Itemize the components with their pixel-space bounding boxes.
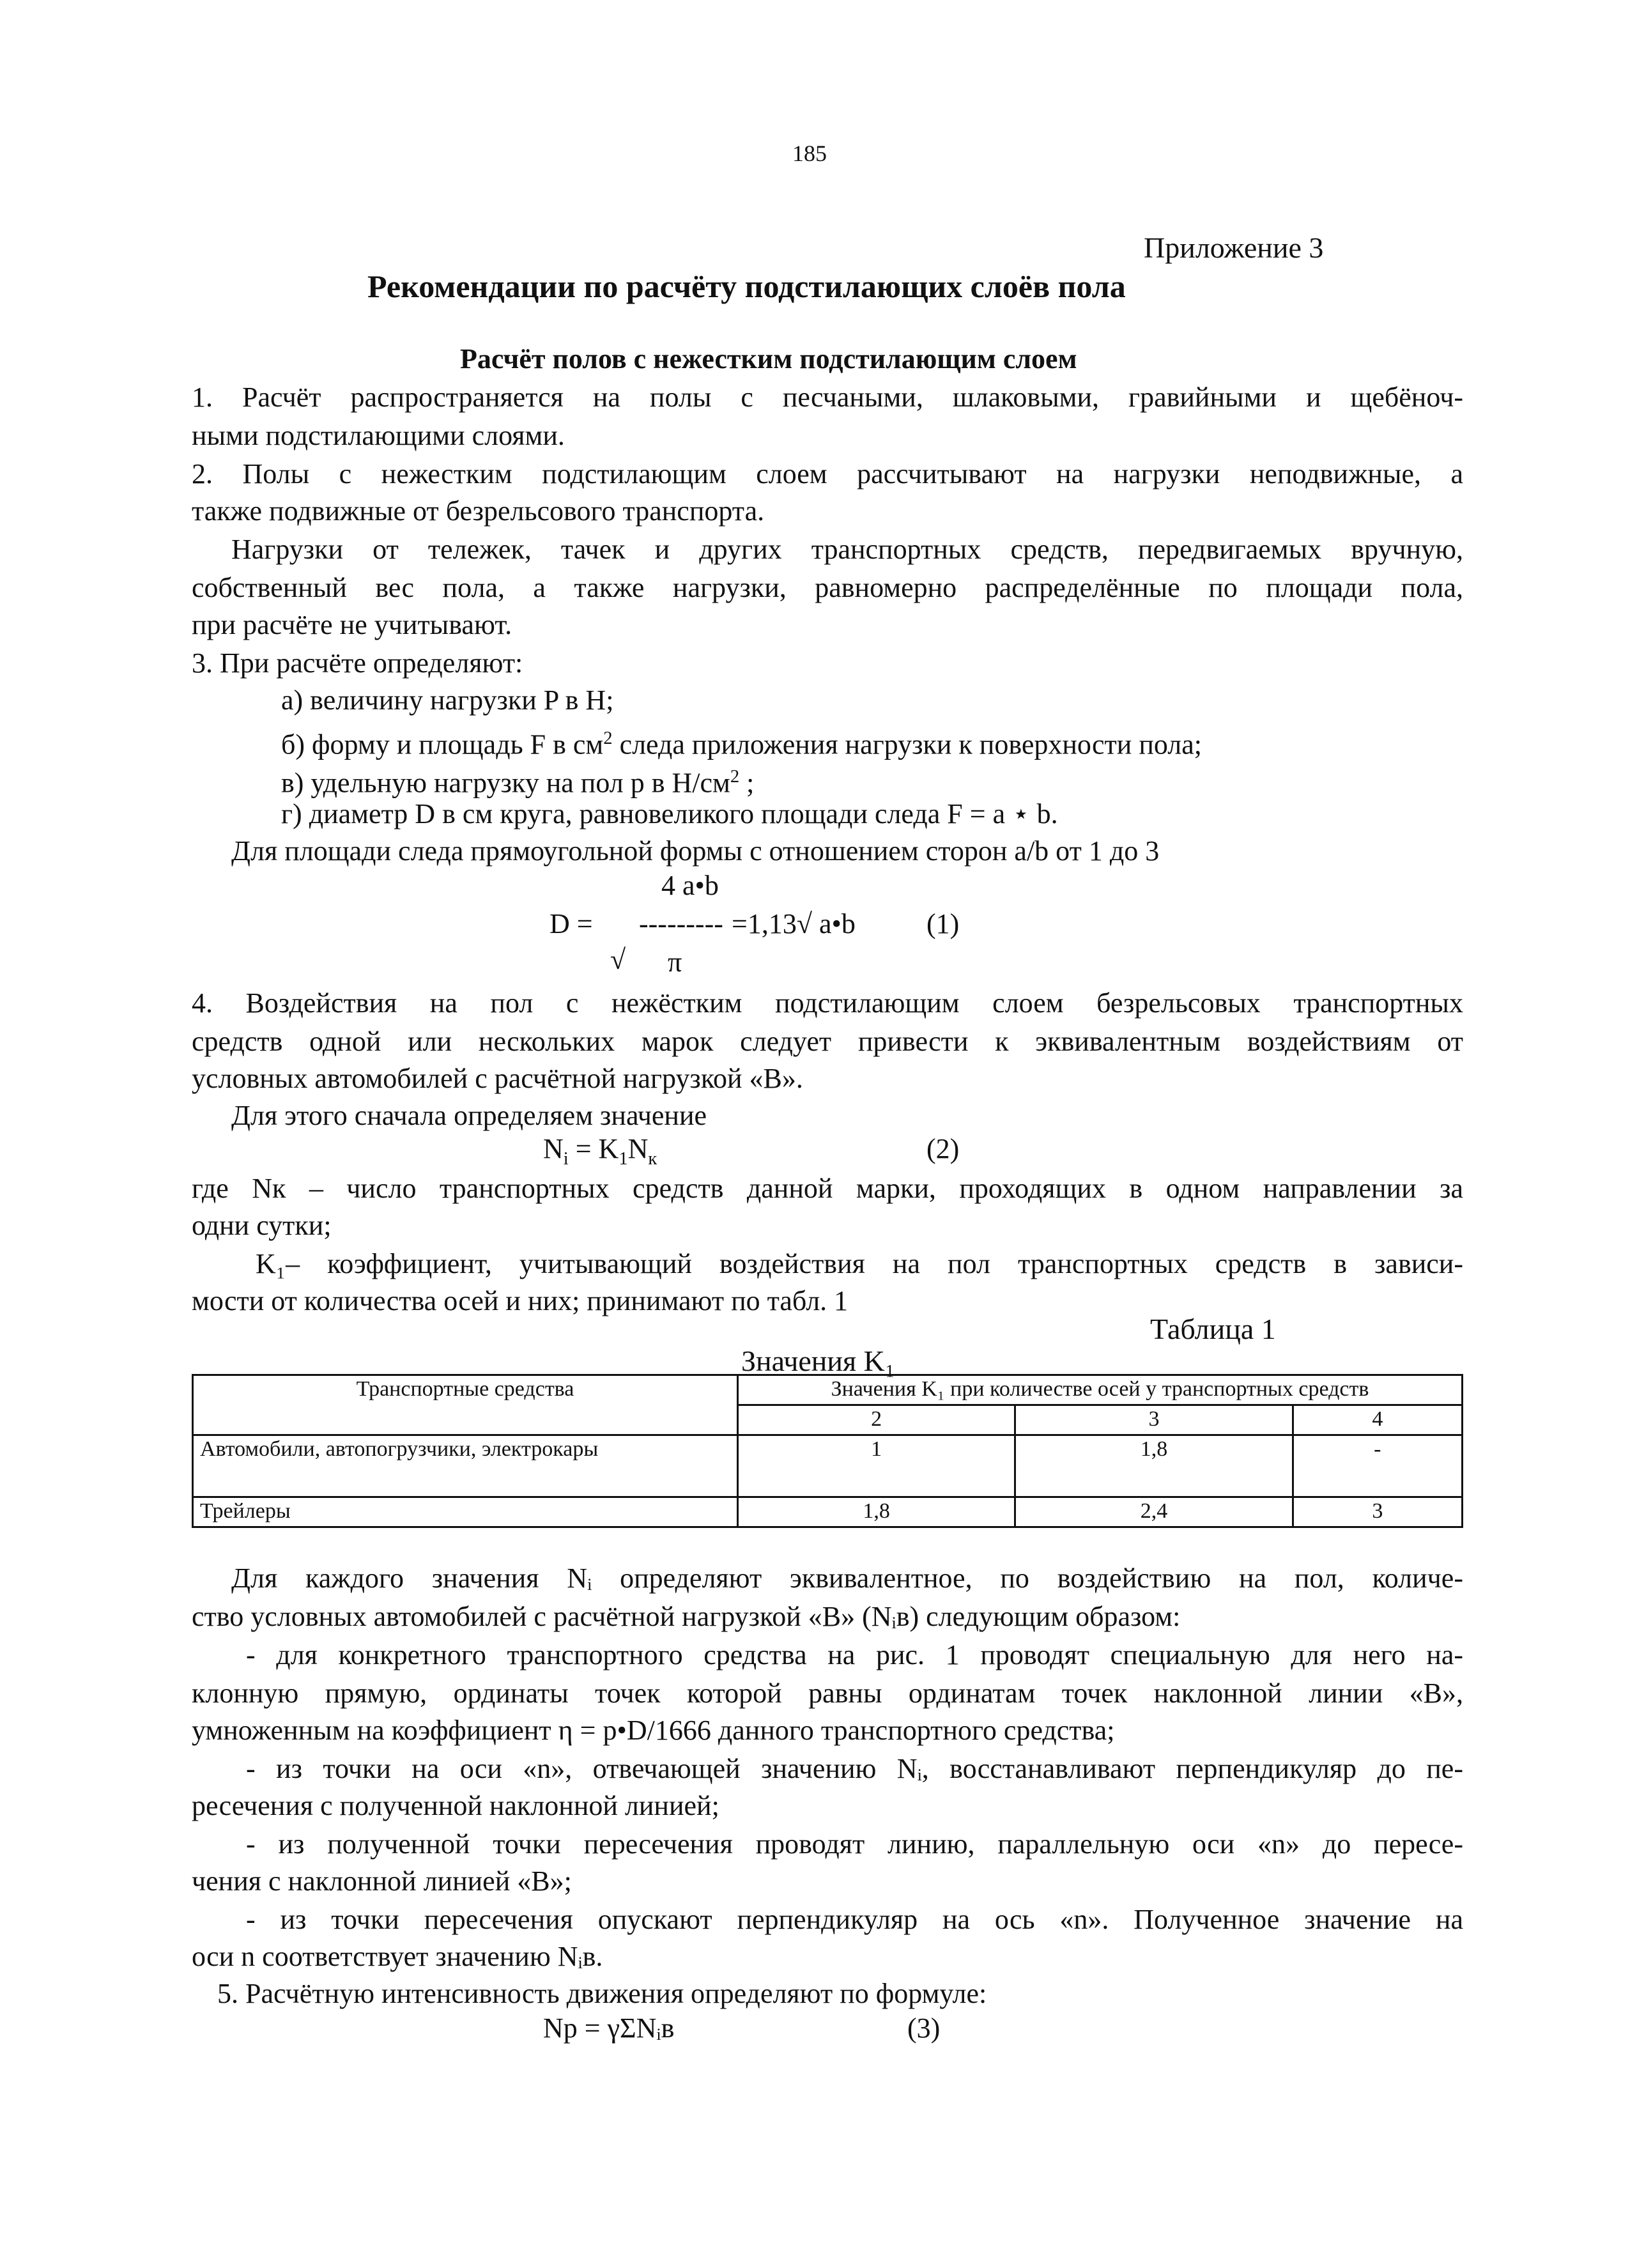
paragraph-4-line-3: условных автомобилей с расчётной нагрузкой «B».: [192, 1063, 803, 1094]
page-number: 185: [792, 141, 827, 166]
table-header-axles-4: 4: [1293, 1405, 1462, 1435]
rect-note: Для площади следа прямоугольной формы с отношением сторон a/b от 1 до 3: [231, 835, 1160, 867]
formula-3: Nр = γΣNᵢв: [543, 2012, 675, 2044]
list-item-c: в) удельную нагрузку на пол p в $Н/см^2$ ;: [281, 767, 755, 799]
table-cell-value: 1,8: [1015, 1435, 1293, 1497]
paragraph-4-line-4: Для этого сначала определяем значение: [231, 1100, 707, 1131]
formula-2: $N_i = K_1N_к$: [543, 1133, 657, 1169]
formula-1-pi: π: [668, 946, 682, 978]
paragraph-4-line-1: 4. Воздействия на пол с нежёстким подстилающим слоем безрельсовых транспортных: [192, 987, 1463, 1019]
table-cell-value: -: [1293, 1435, 1462, 1497]
table-cell-value: 1,8: [738, 1497, 1015, 1527]
paragraph-3-line-1: Нагрузки от тележек, тачек и других транспортных средств, передвигаемых вручную,: [231, 534, 1463, 565]
paragraph-2-line-1: 2. Полы с нежестким подстилающим слоем рассчитывают на нагрузки неподвижные, а: [192, 458, 1463, 490]
list-item-b: б) форму и площадь F в $см^2$ следа приложения нагрузки к поверхности пола;: [281, 729, 1202, 760]
paragraph-1-line-2: ными подстилающими слоями.: [192, 420, 565, 451]
section-title: Расчёт полов с нежестким подстилающим слоем: [460, 343, 1077, 374]
paragraph-6-line-2: ство условных автомобилей с расчётной нагрузкой «B» (Nᵢв) следующим образом:: [192, 1601, 1181, 1632]
formula-1-lhs: D =: [550, 908, 593, 939]
table-header-vehicles: Транспортные средства: [193, 1375, 738, 1435]
paragraph-6-line-7: ресечения с полученной наклонной линией;: [192, 1790, 719, 1821]
table-cell-value: 1: [738, 1435, 1015, 1497]
formula-1-fraction-bar: ---------: [639, 908, 723, 939]
paragraph-6-line-1: Для каждого значения Nᵢ определяют эквивалентное, по воздействию на пол, количе-: [231, 1562, 1463, 1594]
paragraph-5-line-4: мости от количества осей и них; принимают по табл. 1: [192, 1285, 849, 1316]
formula-1-rhs: =1,13√ a•b: [732, 908, 856, 939]
table-header-row: [193, 1375, 1463, 1405]
table-row: [193, 1497, 1463, 1527]
formula-3-number: (3): [907, 2012, 941, 2044]
table-caption: Значения K₁: [741, 1345, 895, 1377]
paragraph-5-line-1: где Nк – число транспортных средств данной марки, проходящих в одном направлении за: [192, 1173, 1463, 1204]
appendix-label: Приложение 3: [1144, 231, 1324, 264]
paragraph-6-line-9: чения с наклонной линией «B»;: [192, 1865, 572, 1897]
paragraph-6-line-8: - из полученной точки пересечения проводят линию, параллельную оси «n» до пересе-: [246, 1828, 1463, 1860]
formula-2-number: (2): [926, 1133, 960, 1164]
paragraph-6-line-3: - для конкретного транспортного средства на рис. 1 проводят специальную для него на-: [246, 1639, 1463, 1670]
paragraph-3-line-2: собственный вес пола, а также нагрузки, равномерно распределённые по площади пола,: [192, 572, 1463, 603]
table-row: [193, 1435, 1463, 1497]
list-item-a: а) величину нагрузки P в Н;: [281, 684, 614, 716]
paragraph-6-line-6: - из точки на оси «n», отвечающей значению Nᵢ, восстанавливают перпендикуляр до пе-: [246, 1753, 1463, 1784]
paragraph-6-line-4: клонную прямую, ординаты точек которой равны ординатам точек наклонной линии «B»,: [192, 1678, 1463, 1709]
table-header-axles-2: 2: [738, 1405, 1015, 1435]
table-cell-value: 2,4: [1015, 1497, 1293, 1527]
list-intro: 3. При расчёте определяют:: [192, 647, 523, 679]
paragraph-4-line-2: средств одной или нескольких марок следует привести к эквивалентным воздействиям от: [192, 1026, 1463, 1057]
paragraph-6-line-10: - из точки пересечения опускают перпендикуляр на ось «n». Полученное значение на: [246, 1904, 1463, 1935]
formula-1-number: (1): [926, 908, 960, 939]
paragraph-6-line-11: оси n соответствует значению Nᵢв.: [192, 1941, 603, 1972]
paragraph-3-line-3: при расчёте не учитывают.: [192, 609, 512, 640]
paragraph-5-line-2: одни сутки;: [192, 1210, 332, 1241]
page-title: Рекомендации по расчёту подстилающих слоёв пола: [367, 268, 1126, 304]
paragraph-1-line-1: 1. Расчёт распространяется на полы с песчаными, шлаковыми, гравийными и щебёноч-: [192, 382, 1463, 413]
paragraph-5-line-3: K₁– коэффициент, учитывающий воздействия на пол транспортных средств в зависи-: [256, 1248, 1463, 1279]
paragraph-6-line-5: умноженным на коэффициент η = p•D/1666 данного транспортного средства;: [192, 1715, 1115, 1746]
table-header-axles-3: 3: [1015, 1405, 1293, 1435]
table-label: Таблица 1: [1150, 1313, 1276, 1345]
formula-1-numerator: 4 a•b: [661, 870, 719, 901]
table-cell-vehicle: Трейлеры: [193, 1497, 738, 1527]
table-cell-value: 3: [1293, 1497, 1462, 1527]
formula-1-root: √: [610, 944, 626, 975]
paragraph-2-line-2: также подвижные от безрельсового транспорта.: [192, 495, 765, 527]
coefficient-table: [192, 1374, 1463, 1528]
paragraph-7-line-1: 5. Расчётную интенсивность движения определяют по формуле:: [217, 1978, 987, 2009]
table-header-group: Значения K₁ при количестве осей у транспортных средств: [738, 1375, 1463, 1405]
table-cell-vehicle: Автомобили, автопогрузчики, электрокары: [193, 1435, 738, 1497]
list-item-d: г) диаметр D в см круга, равновеликого площади следа F = a ⋆ b.: [281, 798, 1058, 829]
